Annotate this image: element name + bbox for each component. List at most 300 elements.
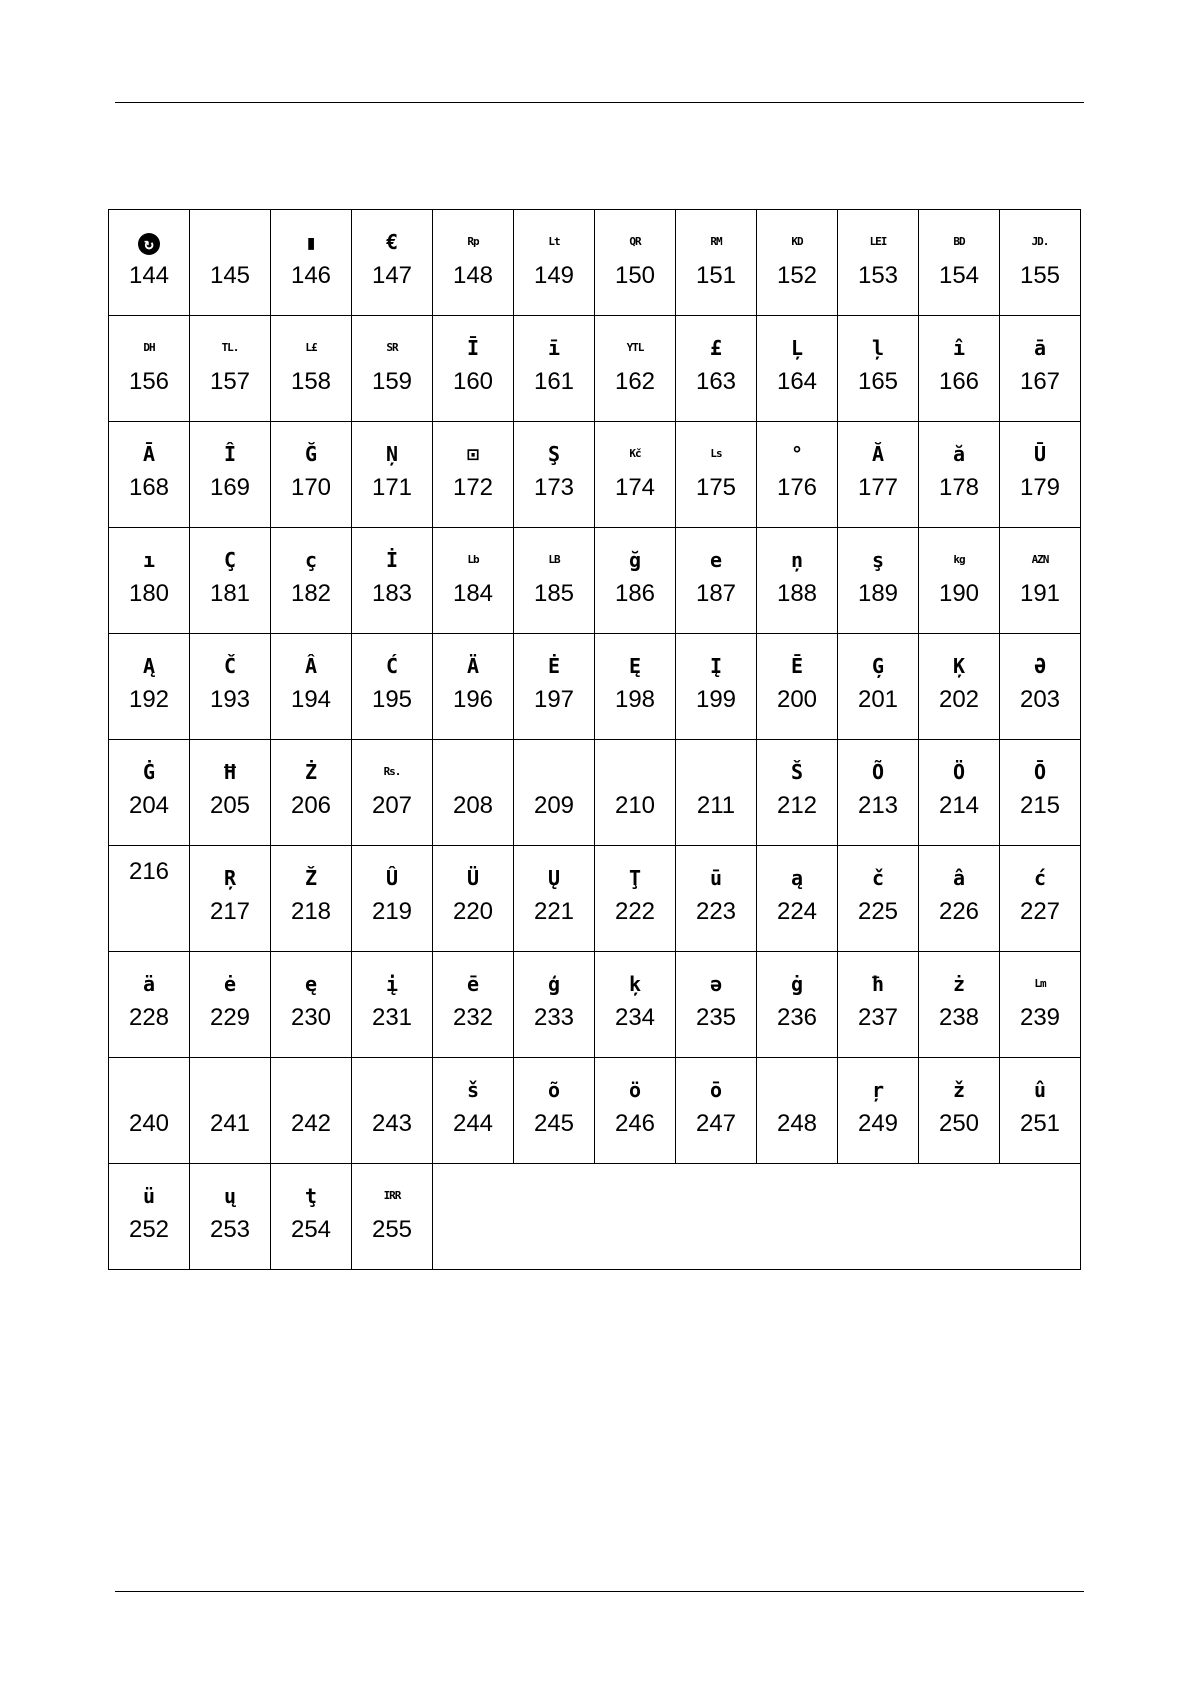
code-number: 239 xyxy=(1019,1004,1061,1031)
glyph: ġ xyxy=(790,972,804,996)
code-cell-184 xyxy=(433,528,514,634)
glyph: kg xyxy=(953,553,965,566)
code-number: 207 xyxy=(371,792,413,819)
glyph: Lt xyxy=(548,235,560,248)
glyph: Ğ xyxy=(304,442,318,466)
code-cell-245 xyxy=(514,1058,595,1164)
glyph: ż xyxy=(952,972,966,996)
code-cell-179 xyxy=(1000,422,1081,528)
glyph: Š xyxy=(790,760,804,784)
glyph: Ä xyxy=(466,654,480,678)
code-number: 149 xyxy=(533,262,575,289)
recycle-icon: ↻ xyxy=(109,222,189,262)
code-number: 247 xyxy=(695,1110,737,1137)
code-number: 184 xyxy=(452,580,494,607)
code-cell-146 xyxy=(271,210,352,316)
code-number: 194 xyxy=(290,686,332,713)
glyph: õ xyxy=(547,1078,561,1102)
glyph xyxy=(352,1070,432,1110)
code-number: 242 xyxy=(290,1110,332,1137)
glyph: Ħ xyxy=(223,760,237,784)
code-number: 165 xyxy=(857,368,899,395)
glyph: ų xyxy=(223,1184,237,1208)
code-number: 180 xyxy=(128,580,170,607)
glyph: e xyxy=(709,548,723,572)
glyph: Ţ xyxy=(628,866,642,890)
code-number: 216 xyxy=(128,858,170,885)
code-number: 200 xyxy=(776,686,818,713)
code-number: 198 xyxy=(614,686,656,713)
table-row xyxy=(109,634,1081,740)
code-cell-197 xyxy=(514,634,595,740)
code-cell-216 xyxy=(109,846,190,952)
code-number: 186 xyxy=(614,580,656,607)
code-number: 254 xyxy=(290,1216,332,1243)
code-cell-180 xyxy=(109,528,190,634)
code-cell-239 xyxy=(1000,952,1081,1058)
code-number: 177 xyxy=(857,474,899,501)
code-cell-201 xyxy=(838,634,919,740)
glyph: Î xyxy=(223,442,237,466)
code-number: 246 xyxy=(614,1110,656,1137)
code-cell-222 xyxy=(595,846,676,952)
code-cell-212 xyxy=(757,740,838,846)
code-number: 157 xyxy=(209,368,251,395)
table-row xyxy=(109,316,1081,422)
glyph: Ē xyxy=(790,654,804,678)
code-cell-211 xyxy=(676,740,757,846)
glyph: Ş xyxy=(547,442,561,466)
table-row xyxy=(109,846,1081,952)
code-number: 255 xyxy=(371,1216,413,1243)
code-cell-149 xyxy=(514,210,595,316)
glyph: Ė xyxy=(547,654,561,678)
code-number: 145 xyxy=(209,262,251,289)
glyph: ı xyxy=(142,548,156,572)
code-cell-151 xyxy=(676,210,757,316)
glyph: Õ xyxy=(871,760,885,784)
code-number: 237 xyxy=(857,1004,899,1031)
glyph: ę xyxy=(304,972,318,996)
code-cell-235 xyxy=(676,952,757,1058)
code-cell-247 xyxy=(676,1058,757,1164)
code-number: 154 xyxy=(938,262,980,289)
code-number: 173 xyxy=(533,474,575,501)
glyph: Ü xyxy=(466,866,480,890)
code-cell-160 xyxy=(433,316,514,422)
code-cell-240 xyxy=(109,1058,190,1164)
glyph xyxy=(190,222,270,262)
code-number: 162 xyxy=(614,368,656,395)
glyph: RM xyxy=(710,235,722,248)
code-cell-254 xyxy=(271,1164,352,1270)
glyph: Ġ xyxy=(142,760,156,784)
code-cell-187 xyxy=(676,528,757,634)
code-number: 172 xyxy=(452,474,494,501)
table-body xyxy=(109,210,1081,1270)
glyph: ħ xyxy=(871,972,885,996)
glyph: Ų xyxy=(547,866,561,890)
glyph: € xyxy=(385,230,399,254)
glyph: ö xyxy=(628,1078,642,1102)
code-number: 245 xyxy=(533,1110,575,1137)
glyph: Rp xyxy=(467,235,479,248)
glyph xyxy=(271,1070,351,1110)
code-cell-253 xyxy=(190,1164,271,1270)
code-number: 155 xyxy=(1019,262,1061,289)
glyph: ž xyxy=(952,1078,966,1102)
glyph: Į xyxy=(709,654,723,678)
code-cell-249 xyxy=(838,1058,919,1164)
glyph: ņ xyxy=(790,548,804,572)
glyph: ė xyxy=(223,972,237,996)
code-cell-161 xyxy=(514,316,595,422)
code-cell-251 xyxy=(1000,1058,1081,1164)
glyph: č xyxy=(871,866,885,890)
code-cell-182 xyxy=(271,528,352,634)
glyph: £ xyxy=(709,336,723,360)
glyph xyxy=(595,752,675,792)
glyph: Ə xyxy=(1033,654,1047,678)
glyph: Ģ xyxy=(871,654,885,678)
code-cell-242 xyxy=(271,1058,352,1164)
glyph: ą xyxy=(790,866,804,890)
glyph: ā xyxy=(1033,336,1047,360)
code-number: 197 xyxy=(533,686,575,713)
code-cell-195 xyxy=(352,634,433,740)
glyph: Ls xyxy=(710,447,722,460)
code-cell-167 xyxy=(1000,316,1081,422)
code-cell-225 xyxy=(838,846,919,952)
code-number: 158 xyxy=(290,368,332,395)
glyph: ļ xyxy=(871,336,885,360)
code-cell-159 xyxy=(352,316,433,422)
code-number: 178 xyxy=(938,474,980,501)
code-cell-193 xyxy=(190,634,271,740)
code-cell-232 xyxy=(433,952,514,1058)
code-number: 193 xyxy=(209,686,251,713)
code-cell-196 xyxy=(433,634,514,740)
glyph: ķ xyxy=(628,972,642,996)
code-number: 199 xyxy=(695,686,737,713)
code-number: 214 xyxy=(938,792,980,819)
glyph: ⊡ xyxy=(466,442,480,466)
code-cell-207 xyxy=(352,740,433,846)
code-cell-238 xyxy=(919,952,1000,1058)
glyph: ē xyxy=(466,972,480,996)
code-cell-162 xyxy=(595,316,676,422)
code-cell-234 xyxy=(595,952,676,1058)
glyph: ţ xyxy=(304,1184,318,1208)
code-number: 208 xyxy=(452,792,494,819)
code-cell-244 xyxy=(433,1058,514,1164)
code-cell-204 xyxy=(109,740,190,846)
code-number: 243 xyxy=(371,1110,413,1137)
table-row xyxy=(109,210,1081,316)
table-row xyxy=(109,1058,1081,1164)
code-number: 232 xyxy=(452,1004,494,1031)
code-number: 236 xyxy=(776,1004,818,1031)
code-number: 163 xyxy=(695,368,737,395)
code-number: 224 xyxy=(776,898,818,925)
code-number: 229 xyxy=(209,1004,251,1031)
code-number: 192 xyxy=(128,686,170,713)
code-number: 156 xyxy=(128,368,170,395)
code-number: 235 xyxy=(695,1004,737,1031)
glyph: ă xyxy=(952,442,966,466)
code-number: 218 xyxy=(290,898,332,925)
code-cell-218 xyxy=(271,846,352,952)
code-cell-214 xyxy=(919,740,1000,846)
glyph xyxy=(433,752,513,792)
code-number: 241 xyxy=(209,1110,251,1137)
code-cell-221 xyxy=(514,846,595,952)
code-number: 164 xyxy=(776,368,818,395)
code-cell-228 xyxy=(109,952,190,1058)
glyph: QR xyxy=(629,235,641,248)
code-cell-243 xyxy=(352,1058,433,1164)
code-number: 189 xyxy=(857,580,899,607)
code-number: 220 xyxy=(452,898,494,925)
code-number: 188 xyxy=(776,580,818,607)
glyph: Ļ xyxy=(790,336,804,360)
code-number: 166 xyxy=(938,368,980,395)
code-cell-205 xyxy=(190,740,271,846)
code-number: 202 xyxy=(938,686,980,713)
code-cell-166 xyxy=(919,316,1000,422)
code-number: 169 xyxy=(209,474,251,501)
code-cell-177 xyxy=(838,422,919,528)
code-cell-231 xyxy=(352,952,433,1058)
glyph: LB xyxy=(548,553,560,566)
code-number: 150 xyxy=(614,262,656,289)
glyph xyxy=(190,1070,270,1110)
code-cell-178 xyxy=(919,422,1000,528)
code-cell-170 xyxy=(271,422,352,528)
code-number: 191 xyxy=(1019,580,1061,607)
code-number: 151 xyxy=(695,262,737,289)
glyph: î xyxy=(952,336,966,360)
glyph: ģ xyxy=(547,972,561,996)
code-cell-153 xyxy=(838,210,919,316)
code-number: 215 xyxy=(1019,792,1061,819)
code-number: 226 xyxy=(938,898,980,925)
code-cell-154 xyxy=(919,210,1000,316)
code-number: 160 xyxy=(452,368,494,395)
code-cell-223 xyxy=(676,846,757,952)
code-cell-174 xyxy=(595,422,676,528)
glyph: Ą xyxy=(142,654,156,678)
glyph: â xyxy=(952,866,966,890)
code-cell-246 xyxy=(595,1058,676,1164)
code-number: 233 xyxy=(533,1004,575,1031)
code-number: 238 xyxy=(938,1004,980,1031)
glyph: Ö xyxy=(952,760,966,784)
code-cell-250 xyxy=(919,1058,1000,1164)
code-number: 240 xyxy=(128,1110,170,1137)
header-rule xyxy=(115,102,1084,103)
glyph: Lm xyxy=(1034,977,1046,990)
code-cell-165 xyxy=(838,316,919,422)
code-number: 213 xyxy=(857,792,899,819)
glyph: ü xyxy=(142,1184,156,1208)
glyph: ° xyxy=(790,442,804,466)
code-number: 205 xyxy=(209,792,251,819)
glyph: Ž xyxy=(304,866,318,890)
code-number: 144 xyxy=(128,262,170,289)
glyph xyxy=(514,752,594,792)
code-cell-255 xyxy=(352,1164,433,1270)
code-number: 174 xyxy=(614,474,656,501)
code-cell-156 xyxy=(109,316,190,422)
code-cell-150 xyxy=(595,210,676,316)
code-number: 231 xyxy=(371,1004,413,1031)
code-cell-226 xyxy=(919,846,1000,952)
code-cell-194 xyxy=(271,634,352,740)
code-number: 234 xyxy=(614,1004,656,1031)
glyph: Ā xyxy=(142,442,156,466)
footer-rule xyxy=(115,1591,1084,1592)
code-cell-209 xyxy=(514,740,595,846)
code-cell-181 xyxy=(190,528,271,634)
glyph: Ī xyxy=(466,336,480,360)
code-number: 209 xyxy=(533,792,575,819)
code-cell-248 xyxy=(757,1058,838,1164)
code-cell-185 xyxy=(514,528,595,634)
glyph: Ō xyxy=(1033,760,1047,784)
code-cell-191 xyxy=(1000,528,1081,634)
code-number: 152 xyxy=(776,262,818,289)
code-cell-230 xyxy=(271,952,352,1058)
code-number: 171 xyxy=(371,474,413,501)
code-number: 250 xyxy=(938,1110,980,1137)
code-number: 223 xyxy=(695,898,737,925)
code-cell-210 xyxy=(595,740,676,846)
glyph: ə xyxy=(709,972,723,996)
code-cell-229 xyxy=(190,952,271,1058)
code-number: 206 xyxy=(290,792,332,819)
code-cell-186 xyxy=(595,528,676,634)
glyph: Ŗ xyxy=(223,866,237,890)
table-row xyxy=(109,740,1081,846)
glyph: Ć xyxy=(385,654,399,678)
code-number: 181 xyxy=(209,580,251,607)
code-cell-188 xyxy=(757,528,838,634)
code-number: 225 xyxy=(857,898,899,925)
code-number: 170 xyxy=(290,474,332,501)
code-cell-220 xyxy=(433,846,514,952)
glyph xyxy=(109,1070,189,1110)
code-number: 176 xyxy=(776,474,818,501)
code-number: 227 xyxy=(1019,898,1061,925)
code-number: 183 xyxy=(371,580,413,607)
code-number: 253 xyxy=(209,1216,251,1243)
code-number: 221 xyxy=(533,898,575,925)
code-number: 185 xyxy=(533,580,575,607)
code-cell-168 xyxy=(109,422,190,528)
code-number: 248 xyxy=(776,1110,818,1137)
code-cell-252 xyxy=(109,1164,190,1270)
code-number: 159 xyxy=(371,368,413,395)
code-cell-173 xyxy=(514,422,595,528)
code-number: 147 xyxy=(371,262,413,289)
glyph: ū xyxy=(709,866,723,890)
code-cell-217 xyxy=(190,846,271,952)
glyph: Ū xyxy=(1033,442,1047,466)
code-cell-147 xyxy=(352,210,433,316)
code-number: 217 xyxy=(209,898,251,925)
code-cell-169 xyxy=(190,422,271,528)
code-number: 228 xyxy=(128,1004,170,1031)
code-cell-215 xyxy=(1000,740,1081,846)
code-cell-237 xyxy=(838,952,919,1058)
glyph: û xyxy=(1033,1078,1047,1102)
code-number: 146 xyxy=(290,262,332,289)
code-cell-219 xyxy=(352,846,433,952)
glyph: Â xyxy=(304,654,318,678)
code-cell-241 xyxy=(190,1058,271,1164)
code-cell-227 xyxy=(1000,846,1081,952)
glyph: TL. xyxy=(221,341,239,354)
code-number: 196 xyxy=(452,686,494,713)
code-number: 167 xyxy=(1019,368,1061,395)
code-cell-148 xyxy=(433,210,514,316)
code-cell-171 xyxy=(352,422,433,528)
code-cell-190 xyxy=(919,528,1000,634)
glyph: Ż xyxy=(304,760,318,784)
code-number: 222 xyxy=(614,898,656,925)
code-cell-203 xyxy=(1000,634,1081,740)
glyph: Û xyxy=(385,866,399,890)
code-cell-175 xyxy=(676,422,757,528)
code-number: 203 xyxy=(1019,686,1061,713)
code-cell-224 xyxy=(757,846,838,952)
glyph xyxy=(676,752,756,792)
code-cell-157 xyxy=(190,316,271,422)
code-cell-144 xyxy=(109,210,190,316)
glyph: L£ xyxy=(305,341,317,354)
code-cell-206 xyxy=(271,740,352,846)
table-row xyxy=(109,422,1081,528)
glyph: Lb xyxy=(467,553,479,566)
code-number: 182 xyxy=(290,580,332,607)
code-cell-172 xyxy=(433,422,514,528)
code-number: 179 xyxy=(1019,474,1061,501)
glyph: į xyxy=(385,972,399,996)
code-cell-189 xyxy=(838,528,919,634)
glyph: BD xyxy=(953,235,965,248)
code-cell-145 xyxy=(190,210,271,316)
code-number: 210 xyxy=(614,792,656,819)
glyph: Kč xyxy=(629,447,641,460)
glyph: AZN xyxy=(1031,553,1049,566)
glyph: ä xyxy=(142,972,156,996)
code-number: 168 xyxy=(128,474,170,501)
code-number: 190 xyxy=(938,580,980,607)
code-cell-155 xyxy=(1000,210,1081,316)
glyph: Ņ xyxy=(385,442,399,466)
code-number: 161 xyxy=(533,368,575,395)
table-row xyxy=(109,528,1081,634)
glyph: ō xyxy=(709,1078,723,1102)
glyph: LEI xyxy=(869,235,887,248)
code-number: 230 xyxy=(290,1004,332,1031)
glyph: Ķ xyxy=(952,654,966,678)
code-number: 219 xyxy=(371,898,413,925)
code-number: 201 xyxy=(857,686,899,713)
code-cell-158 xyxy=(271,316,352,422)
glyph: ▮ xyxy=(304,230,318,254)
